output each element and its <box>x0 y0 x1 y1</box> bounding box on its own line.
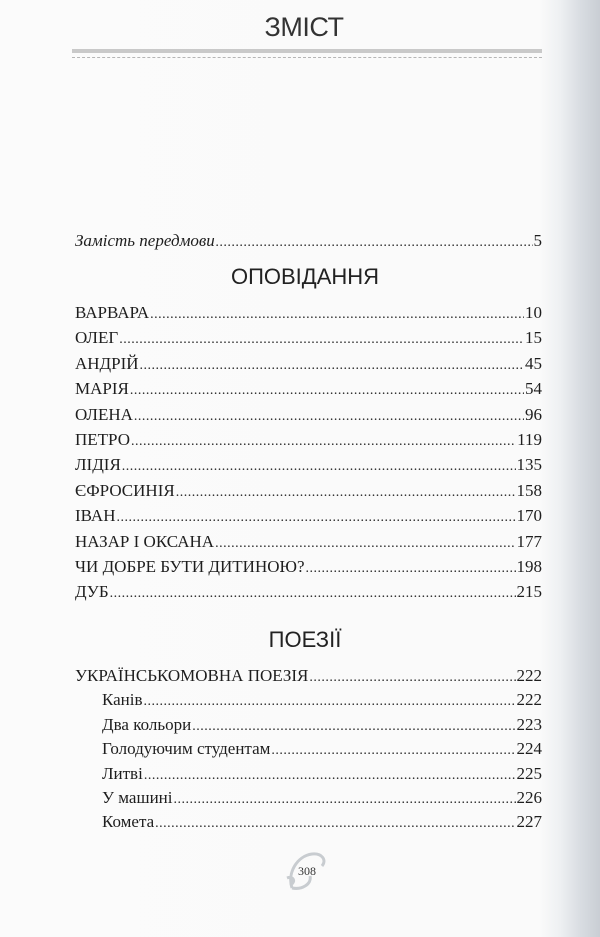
toc-page: 224 <box>516 739 542 759</box>
section-heading-stories: ОПОВІДАННЯ <box>230 264 380 289</box>
toc-entry[interactable] <box>75 405 542 427</box>
header-rule-dashed <box>72 57 542 58</box>
leader-dots <box>306 559 516 579</box>
toc-label: ДУБ <box>75 582 109 602</box>
toc-label: Литві <box>102 763 143 783</box>
toc-page: 222 <box>516 690 542 710</box>
toc-page: 15 <box>525 328 542 348</box>
leader-dots <box>176 483 516 503</box>
toc-label: ЄФРОСИНІЯ <box>75 480 175 500</box>
leader-dots <box>131 432 516 452</box>
toc-entry[interactable] <box>75 430 542 452</box>
toc-page: 215 <box>516 582 542 602</box>
toc-page: 119 <box>517 430 542 449</box>
toc-label: Два кольори <box>102 714 192 734</box>
toc-entry[interactable] <box>75 328 542 350</box>
toc-entry[interactable] <box>75 303 542 325</box>
toc-entry[interactable] <box>75 455 542 477</box>
toc-page: 54 <box>525 379 542 399</box>
toc-entry[interactable] <box>102 715 542 737</box>
leader-dots <box>309 668 515 688</box>
toc-label: АНДРІЙ <box>75 353 139 373</box>
toc-page: 198 <box>516 557 542 576</box>
leader-dots <box>116 508 515 528</box>
toc-label: ЛІДІЯ <box>75 455 121 475</box>
toc-page: 45 <box>525 353 542 373</box>
toc-entry[interactable] <box>102 788 542 810</box>
toc-page: 96 <box>525 404 542 424</box>
leader-dots <box>215 534 515 554</box>
header-rule <box>72 49 542 53</box>
toc-page: 222 <box>516 666 542 685</box>
leader-dots <box>144 692 516 712</box>
leader-dots <box>144 766 516 786</box>
leader-dots <box>119 330 524 350</box>
toc-label: НАЗАР І ОКСАНА <box>75 531 215 551</box>
toc-label: ОЛЕГ <box>75 328 119 348</box>
toc-page: 227 <box>516 812 542 832</box>
toc-entry[interactable] <box>75 506 542 528</box>
toc-entry[interactable] <box>75 379 542 401</box>
toc-label: Комета <box>102 812 155 832</box>
toc-entry[interactable] <box>102 812 542 834</box>
leader-dots <box>130 381 524 401</box>
toc-label: Замість передмови <box>75 231 215 250</box>
leader-dots <box>150 305 524 325</box>
leader-dots <box>192 717 515 737</box>
toc-entry[interactable] <box>102 739 542 761</box>
leader-dots <box>173 790 515 810</box>
toc-page: 5 <box>533 231 542 250</box>
toc-label: МАРІЯ <box>75 379 129 399</box>
leader-dots <box>140 356 524 376</box>
leader-dots <box>271 741 515 761</box>
toc-page: 226 <box>516 788 542 807</box>
leader-dots <box>155 814 515 834</box>
toc-entry[interactable] <box>75 354 542 376</box>
toc-page: 10 <box>525 303 542 322</box>
toc-page: 158 <box>516 480 542 500</box>
toc-entry[interactable] <box>75 582 542 604</box>
toc-label: ЧИ ДОБРЕ БУТИ ДИТИНОЮ? <box>75 557 305 576</box>
toc-entry[interactable] <box>75 666 542 688</box>
toc-page: 225 <box>516 763 542 783</box>
toc-label: Канів <box>102 690 143 710</box>
toc-label: ІВАН <box>75 506 116 526</box>
toc-entry[interactable] <box>102 690 542 712</box>
toc-label: ОЛЕНА <box>75 404 133 424</box>
toc-label: Голодуючим студентам <box>102 739 271 759</box>
toc-page: 170 <box>516 506 542 526</box>
leader-dots <box>134 407 524 427</box>
section-heading-poetry: ПОЕЗІЇ <box>268 627 342 652</box>
leader-dots <box>122 457 516 477</box>
page-title: ЗМІСТ <box>264 12 344 42</box>
toc-entry[interactable] <box>75 557 542 579</box>
toc-entry[interactable] <box>75 532 542 554</box>
toc-page: 223 <box>516 714 542 734</box>
toc-entry[interactable] <box>102 764 542 786</box>
leader-dots <box>216 233 533 253</box>
toc-label: ПЕТРО <box>75 430 130 449</box>
toc-entry[interactable] <box>75 481 542 503</box>
toc-page: 135 <box>516 455 542 475</box>
page-number: 308 <box>298 864 316 878</box>
toc-label: У машині <box>102 788 173 807</box>
toc-label: ВАРВАРА <box>75 303 150 322</box>
toc-page: 177 <box>516 531 542 551</box>
toc-label: УКРАЇНСЬКОМОВНА ПОЕЗІЯ <box>75 666 309 685</box>
leader-dots <box>110 584 516 604</box>
toc-entry-intro[interactable] <box>75 231 542 253</box>
